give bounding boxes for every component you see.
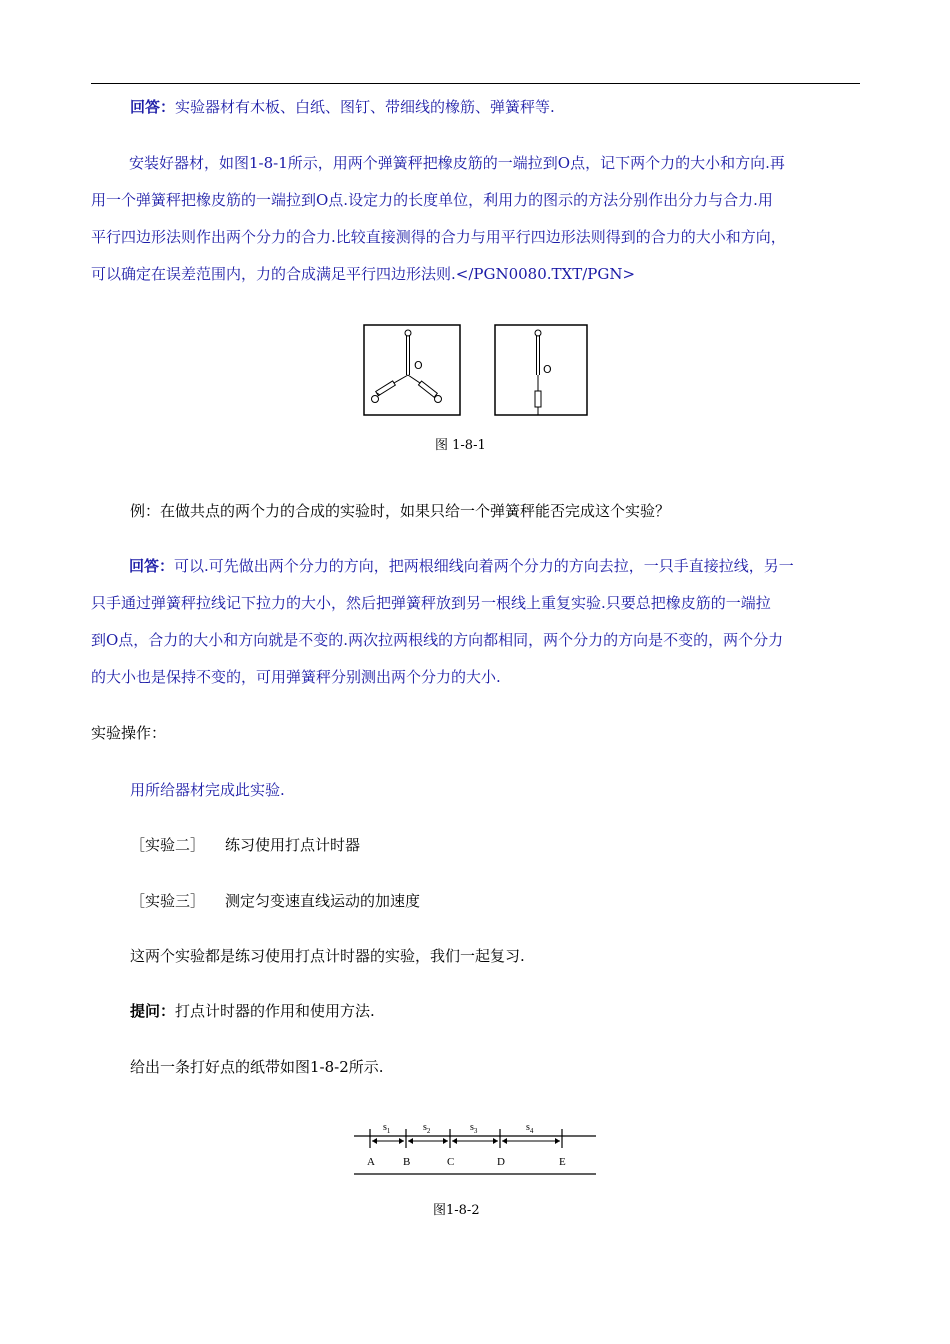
figure-1-8-1 xyxy=(362,323,592,418)
point-label-e: E xyxy=(559,1156,566,1168)
segment-label-1: $s_1$ xyxy=(383,1122,391,1135)
point-label-d: D xyxy=(497,1156,505,1168)
point-label-c: C xyxy=(447,1156,455,1168)
experiment-2-title: 练习使用打点计时器 xyxy=(225,836,361,854)
operation-text: 用所给器材完成此实验. xyxy=(130,781,285,799)
segment-label-4: $s_4$ xyxy=(526,1122,534,1135)
figure-1-8-2 xyxy=(350,1115,600,1180)
answer-2-paragraph xyxy=(91,548,866,696)
spring-balance-single xyxy=(535,391,541,407)
answer-2-line-2: 只手通过弹簧秤拉线记下拉力的大小，然后把弹簧秤放到另一根线上重复实验.只要总把橡皮筋的一端拉 xyxy=(91,594,771,612)
tape-intro: 给出一条打好点的纸带如图1-8-2所示. xyxy=(130,1058,384,1076)
spring-balance-left xyxy=(376,381,396,396)
figure-left-frame xyxy=(364,325,460,415)
operation-heading: 实验操作： xyxy=(91,724,167,742)
experiment-3-title: 测定匀变速直线运动的加速度 xyxy=(225,892,421,910)
answer-2-label: 回答： xyxy=(129,557,175,575)
install-line-4: 可以确定在误差范围内，力的合成满足平行四边形法则.</PGN0080.TXT/PGN> xyxy=(91,265,636,283)
answer-2-line-1: 可以.可先做出两个分力的方向，把两根细线向着两个分力的方向去拉，一只手直接拉线，另一 xyxy=(174,557,794,575)
example-question: 例：在做共点的两个力的合成的实验时，如果只给一个弹簧秤能否完成这个实验？ xyxy=(130,502,671,520)
install-line-2: 用一个弹簧秤把橡皮筋的一端拉到O点.设定力的长度单位，利用力的图示的方法分别作出分力与合力.用 xyxy=(91,191,773,209)
answer-label: 回答： xyxy=(130,98,176,116)
review-text: 这两个实验都是练习使用打点计时器的实验，我们一起复习. xyxy=(130,947,525,965)
answer-text: 实验器材有木板、白纸、图钉、带细线的橡筋、弹簧秤等. xyxy=(175,98,555,116)
ring-icon xyxy=(405,330,411,336)
spring-balance-right xyxy=(418,381,437,397)
segment-label-2: $s_2$ xyxy=(423,1122,431,1135)
segment-label-3: $s_3$ xyxy=(470,1122,478,1135)
header-rule xyxy=(91,83,860,84)
install-line-3: 平行四边形法则作出两个分力的合力.比较直接测得的合力与用平行四边形法则得到的合力的大小和方向， xyxy=(91,228,786,246)
point-o-label-left: O xyxy=(414,359,423,372)
point-o-label-right: O xyxy=(543,363,552,376)
install-paragraph xyxy=(91,145,866,293)
figure-2-caption: 图1-8-2 xyxy=(433,1203,480,1218)
experiment-2-tag: ［实验二］ xyxy=(130,836,206,854)
answer-1 xyxy=(130,89,555,126)
question-label: 提问： xyxy=(130,1002,176,1020)
question-text: 打点计时器的作用和使用方法. xyxy=(175,1002,375,1020)
point-label-b: B xyxy=(403,1156,411,1168)
answer-2-line-3: 到O点，合力的大小和方向就是不变的.两次拉两根线的方向都相同，两个分力的方向是不变的，两个分力 xyxy=(91,631,784,649)
install-line-1: 安装好器材，如图1-8-1所示，用两个弹簧秤把橡皮筋的一端拉到O点，记下两个力的大小和方向.再 xyxy=(129,154,785,172)
question xyxy=(130,993,375,1030)
figure-1-caption: 图 1-8-1 xyxy=(435,438,486,453)
experiment-3 xyxy=(130,883,420,920)
answer-2-line-4: 的大小也是保持不变的，可用弹簧秤分别测出两个分力的大小. xyxy=(91,668,501,686)
experiment-3-tag: ［实验三］ xyxy=(130,892,206,910)
experiment-2 xyxy=(130,827,360,864)
point-label-a: A xyxy=(367,1156,375,1168)
